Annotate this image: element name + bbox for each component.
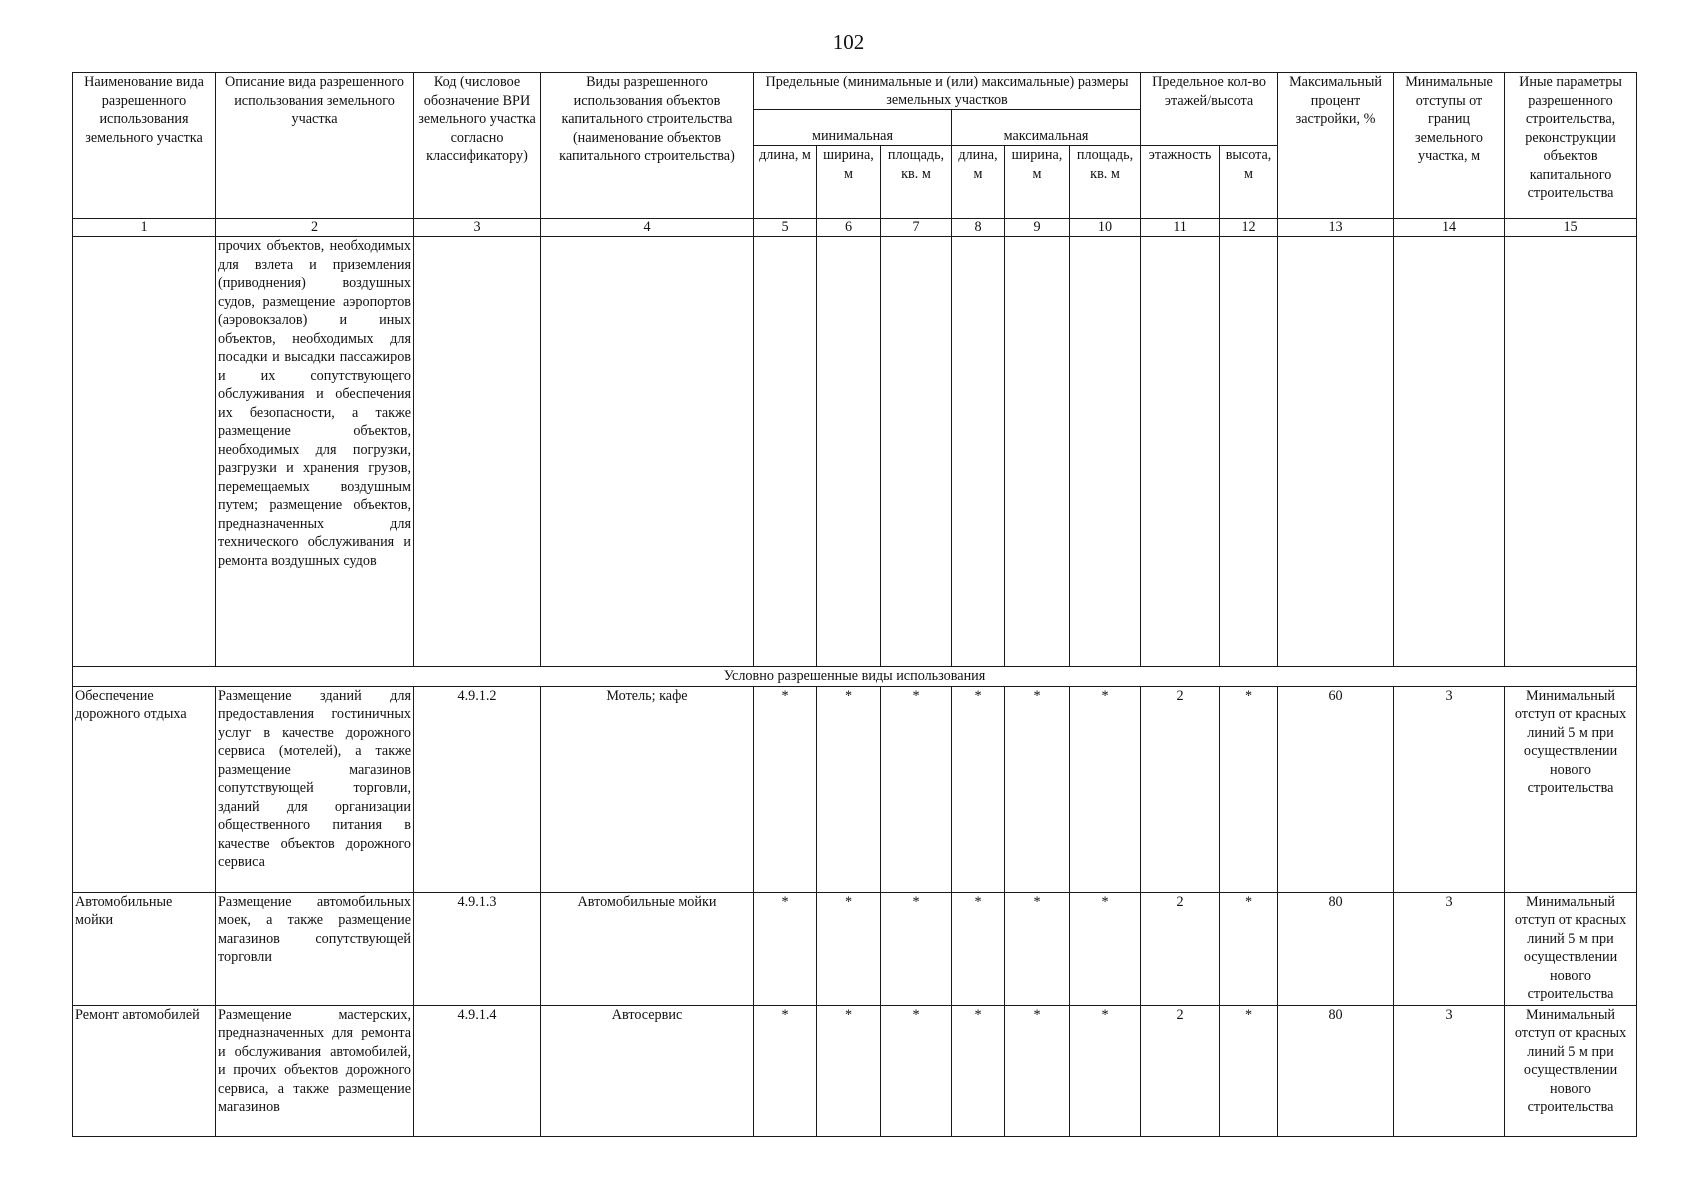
regulations-table xyxy=(72,72,1637,1137)
header-min-area: площадь, кв. м xyxy=(881,146,952,219)
header-name: Наименование вида разрешенного использования земельного участка xyxy=(73,73,216,219)
header-description: Описание вида разрешенного использования земельного участка xyxy=(216,73,414,219)
header-floors: этажность xyxy=(1141,146,1220,219)
use-objects: Автосервис xyxy=(541,1005,754,1136)
header-coverage: Максимальный процент застройки, % xyxy=(1278,73,1394,219)
continuation-description: прочих объектов, необходимых для взлета и приземления (приводнения) воздушных судов, размещение аэропортов (аэровокзалов) и иных объектов, необходимых для посадки и высадки пассажиров и их сопутствующего обслуживания и обеспечения их безопасности, а также размещение объектов, необходимых для погрузки, разгрузки и хранения грузов, перемещаемых воздушным путем; размещение объектов, предназначенных для технического обслуживания и ремонта воздушных судов xyxy=(216,237,414,667)
use-name: Автомобильные мойки xyxy=(73,892,216,1005)
section-title: Условно разрешенные виды использования xyxy=(73,667,1637,687)
coverage: 80 xyxy=(1278,1005,1394,1136)
column-number: 2 xyxy=(216,219,414,237)
coverage: 60 xyxy=(1278,686,1394,892)
column-number-row xyxy=(73,219,1637,237)
use-description: Размещение автомобильных моек, а также размещение магазинов сопутствующей торговли xyxy=(216,892,414,1005)
height: * xyxy=(1220,892,1278,1005)
header-floors-group: Предельное кол-во этажей/высота xyxy=(1141,73,1278,146)
use-description: Размещение мастерских, предназначенных для ремонта и обслуживания автомобилей, и прочих объектов дорожного сервиса, а также размещение магазинов xyxy=(216,1005,414,1136)
column-number: 9 xyxy=(1005,219,1070,237)
use-code: 4.9.1.3 xyxy=(414,892,541,1005)
column-number: 6 xyxy=(817,219,881,237)
max-area: * xyxy=(1070,892,1141,1005)
header-min-group: минимальная xyxy=(754,110,952,146)
min-length: * xyxy=(754,1005,817,1136)
height: * xyxy=(1220,1005,1278,1136)
setback: 3 xyxy=(1394,892,1505,1005)
header-max-area: площадь, кв. м xyxy=(1070,146,1141,219)
use-code: 4.9.1.2 xyxy=(414,686,541,892)
min-length: * xyxy=(754,686,817,892)
use-name: Обеспечение дорожного отдыха xyxy=(73,686,216,892)
use-code: 4.9.1.4 xyxy=(414,1005,541,1136)
other-params: Минимальный отступ от красных линий 5 м при осуществлении нового строительства xyxy=(1505,892,1637,1005)
max-area: * xyxy=(1070,686,1141,892)
other-params: Минимальный отступ от красных линий 5 м при осуществлении нового строительства xyxy=(1505,1005,1637,1136)
column-number: 12 xyxy=(1220,219,1278,237)
min-length: * xyxy=(754,892,817,1005)
use-objects: Мотель; кафе xyxy=(541,686,754,892)
continuation-row xyxy=(73,237,1637,667)
column-number: 7 xyxy=(881,219,952,237)
coverage: 80 xyxy=(1278,892,1394,1005)
floors: 2 xyxy=(1141,1005,1220,1136)
max-length: * xyxy=(952,1005,1005,1136)
setback: 3 xyxy=(1394,686,1505,892)
min-width: * xyxy=(817,1005,881,1136)
min-width: * xyxy=(817,892,881,1005)
column-number: 13 xyxy=(1278,219,1394,237)
column-number: 15 xyxy=(1505,219,1637,237)
header-setback: Минимальные отступы от границ земельного участка, м xyxy=(1394,73,1505,219)
header-sizes-group: Предельные (минимальные и (или) максимальные) размеры земельных участков xyxy=(754,73,1141,110)
table-row xyxy=(73,686,1637,892)
floors: 2 xyxy=(1141,892,1220,1005)
header-height: высота, м xyxy=(1220,146,1278,219)
setback: 3 xyxy=(1394,1005,1505,1136)
use-name: Ремонт автомобилей xyxy=(73,1005,216,1136)
table-row xyxy=(73,1005,1637,1136)
column-number: 10 xyxy=(1070,219,1141,237)
header-objects: Виды разрешенного использования объектов капитального строительства (наименование объектов капитального строительства) xyxy=(541,73,754,219)
column-number: 8 xyxy=(952,219,1005,237)
header-max-group: максимальная xyxy=(952,110,1141,146)
min-area: * xyxy=(881,686,952,892)
other-params: Минимальный отступ от красных линий 5 м при осуществлении нового строительства xyxy=(1505,686,1637,892)
column-number: 1 xyxy=(73,219,216,237)
header-min-length: длина, м xyxy=(754,146,817,219)
max-width: * xyxy=(1005,892,1070,1005)
section-row xyxy=(73,667,1637,687)
max-width: * xyxy=(1005,686,1070,892)
min-width: * xyxy=(817,686,881,892)
max-area: * xyxy=(1070,1005,1141,1136)
column-number: 11 xyxy=(1141,219,1220,237)
header-max-width: ширина, м xyxy=(1005,146,1070,219)
header-code: Код (числовое обозначение ВРИ земельного участка согласно классификатору) xyxy=(414,73,541,219)
column-number: 5 xyxy=(754,219,817,237)
header-other: Иные параметры разрешенного строительства, реконструкции объектов капитального строительства xyxy=(1505,73,1637,219)
max-length: * xyxy=(952,686,1005,892)
min-area: * xyxy=(881,892,952,1005)
min-area: * xyxy=(881,1005,952,1136)
use-objects: Автомобильные мойки xyxy=(541,892,754,1005)
floors: 2 xyxy=(1141,686,1220,892)
header-min-width: ширина, м xyxy=(817,146,881,219)
page-number: 102 xyxy=(832,30,865,54)
header-max-length: длина, м xyxy=(952,146,1005,219)
column-number: 14 xyxy=(1394,219,1505,237)
table-row xyxy=(73,892,1637,1005)
column-number: 3 xyxy=(414,219,541,237)
use-description: Размещение зданий для предоставления гостиничных услуг в качестве дорожного сервиса (мотелей), а также размещение магазинов сопутствующей торговли, зданий для организации общественного питания в качестве объектов дорожного сервиса xyxy=(216,686,414,892)
max-length: * xyxy=(952,892,1005,1005)
max-width: * xyxy=(1005,1005,1070,1136)
column-number: 4 xyxy=(541,219,754,237)
header-row-1 xyxy=(73,73,1637,110)
height: * xyxy=(1220,686,1278,892)
